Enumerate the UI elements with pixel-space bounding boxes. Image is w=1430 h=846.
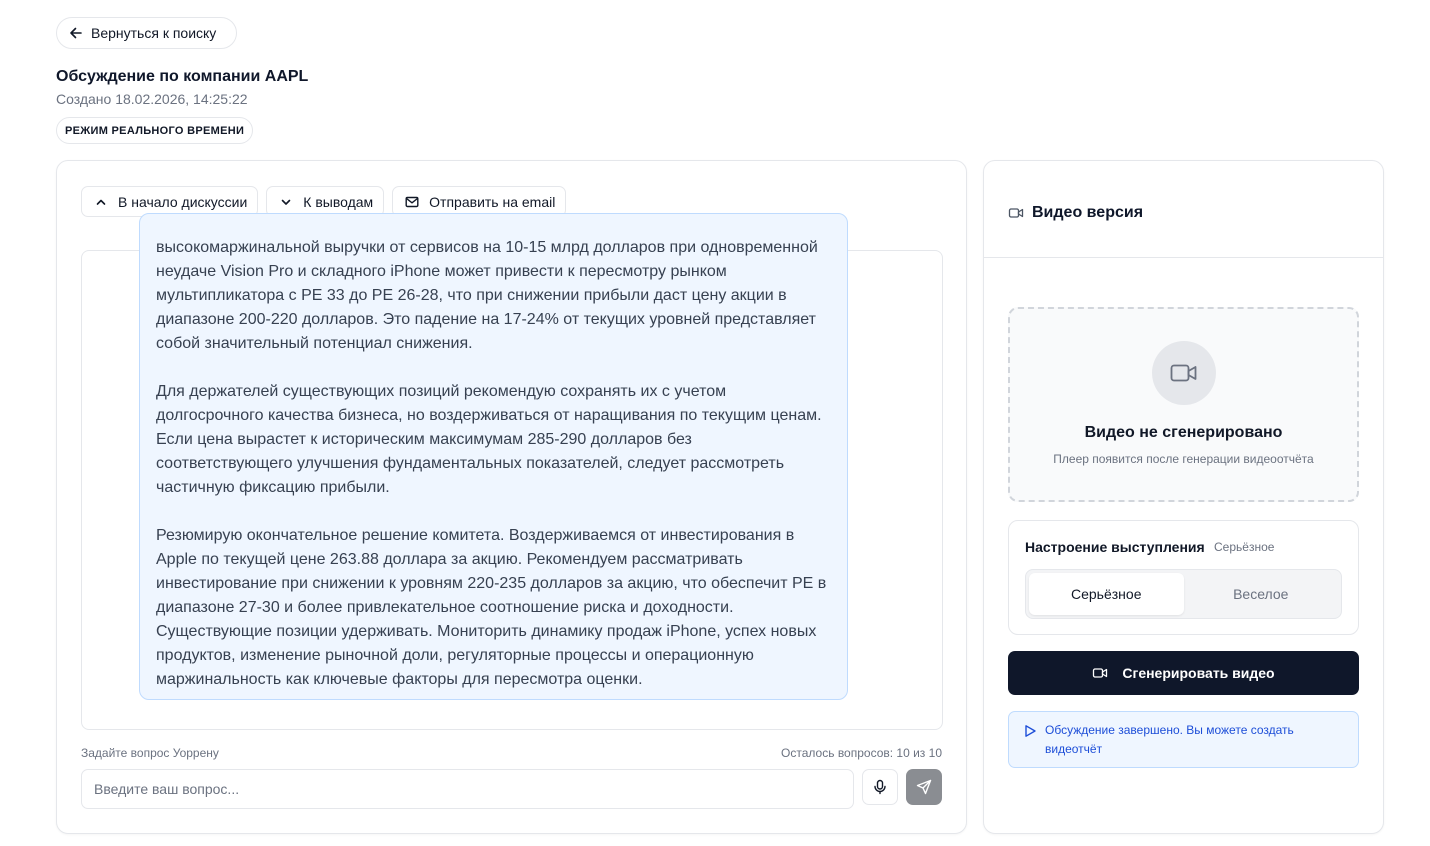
video-panel-header: [984, 161, 1383, 258]
discussion-complete-notice: [1008, 711, 1359, 768]
send-icon: [916, 779, 932, 795]
generate-video-label: Сгенерировать видео: [1122, 665, 1275, 681]
microphone-icon: [872, 779, 888, 795]
arrow-left-icon: [69, 26, 83, 40]
video-panel: [983, 160, 1384, 834]
mail-icon: [405, 195, 419, 209]
chevron-down-icon: [279, 195, 293, 209]
video-placeholder-title: Видео не сгенерировано: [1084, 424, 1283, 441]
video-panel-title: Видео версия: [1032, 204, 1144, 221]
mood-option-cheerful[interactable]: Веселое: [1233, 586, 1289, 602]
assistant-message: [139, 213, 848, 700]
send-question-button[interactable]: [906, 769, 942, 805]
realtime-mode-badge: РЕЖИМ РЕАЛЬНОГО ВРЕМЕНИ: [56, 117, 253, 144]
to-conclusions-label: К выводам: [303, 193, 374, 210]
mood-title: Настроение выступления: [1025, 539, 1205, 555]
page-title: Обсуждение по компании AAPL: [56, 68, 309, 85]
created-timestamp: Создано 18.02.2026, 14:25:22: [56, 91, 248, 107]
video-placeholder-icon-wrap: [1152, 341, 1216, 405]
message-paragraph: высокомаржинальной выручки от сервисов на 10-15 млрд долларов при одновременной неудаче Vision Pro и складного iPhone может привести к пересмотру рынком мультипликатора с PE 33 до PE 26-28, что при снижении прибыли даст цену акции в диапазоне 200-220 долларов. Это падение на 17-24% от текущих уровней представляет собой значительный потенциал снижения.: [156, 239, 818, 352]
mood-current-value: Серьёзное: [1214, 540, 1275, 554]
to-start-label: В начало дискуссии: [118, 193, 248, 210]
video-camera-icon: [1092, 665, 1108, 681]
notice-text: Обсуждение завершено. Вы можете создать видеотчёт: [1045, 723, 1294, 756]
video-camera-icon: [1169, 358, 1199, 388]
question-input[interactable]: [81, 769, 854, 809]
message-paragraph: Резюмирую окончательное решение комитета. Воздерживаемся от инвестирования в Apple по текущей цене 263.88 доллара за акцию. Рекомендуем рассматривать инвестирование при снижении к уровням 220-235 долларов за акцию, что обеспечит PE в диапазоне 27-30 и более привлекательное соотношение риска и доходности. Существующие позиции удерживать. Мониторить динамику продаж iPhone, успех новых продуктов, изменение рыночной доли, регуляторные процессы и операционную маржинальность как ключевые факторы для пересмотра оценки.: [156, 527, 827, 688]
video-placeholder-subtitle: Плеер появится после генерации видеоотчёта: [1053, 452, 1314, 466]
mood-toggle: [1025, 569, 1342, 619]
ask-question-label: Задайте вопрос Уоррену: [81, 746, 219, 760]
mood-selector-card: [1008, 520, 1359, 635]
play-icon: [1023, 724, 1037, 738]
chat-scroll-area[interactable]: [81, 239, 943, 730]
send-email-label: Отправить на email: [429, 193, 556, 210]
message-paragraph: Для держателей существующих позиций рекомендую сохранять их с учетом долгосрочного качества бизнеса, но воздерживаться от наращивания по текущим ценам. Если цена вырастет к историческим максимумам 285-290 долларов без соответствующего улучшения фундаментальных показателей, следует рассмотреть частичную фиксацию прибыли.: [156, 383, 822, 496]
microphone-button[interactable]: [862, 769, 898, 805]
discussion-panel: [56, 160, 967, 834]
questions-remaining: Осталось вопросов: 10 из 10: [781, 746, 942, 760]
video-camera-icon: [1008, 205, 1024, 221]
mood-option-serious[interactable]: Серьёзное: [1029, 573, 1184, 615]
chevron-up-icon: [94, 195, 108, 209]
video-placeholder: [1008, 307, 1359, 502]
generate-video-button[interactable]: [1008, 651, 1359, 695]
back-to-search-button[interactable]: [56, 17, 237, 49]
back-button-label: Вернуться к поиску: [91, 25, 217, 41]
